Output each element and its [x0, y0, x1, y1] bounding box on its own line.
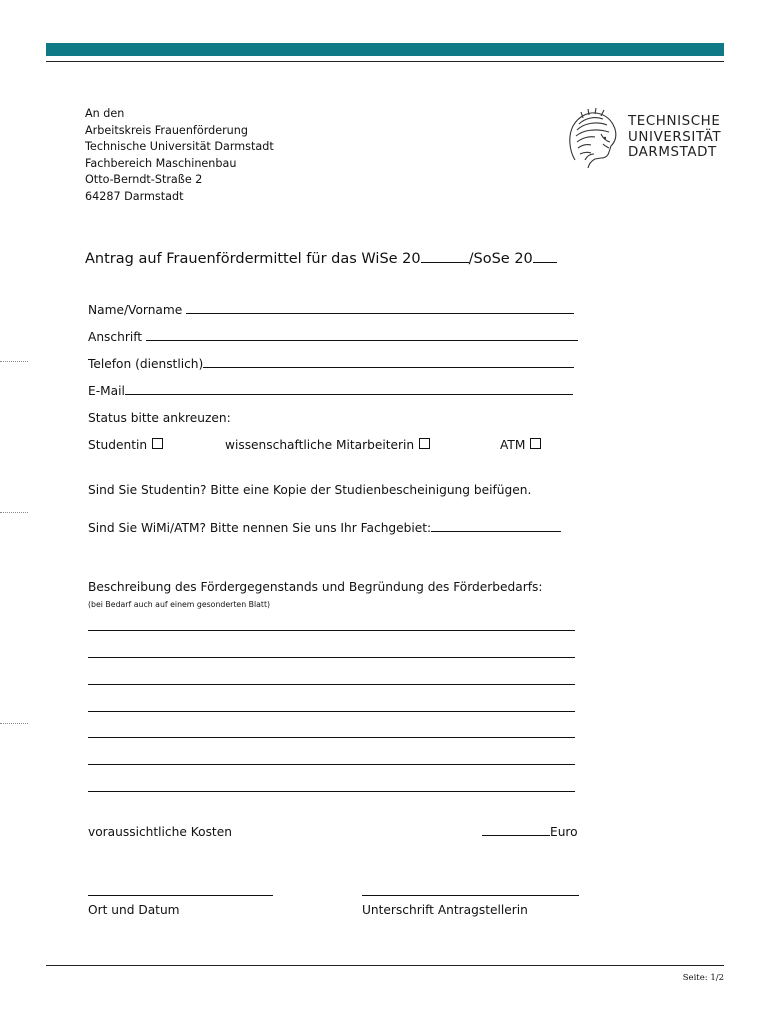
fold-mark	[0, 723, 28, 724]
studentin-label: Studentin	[88, 438, 148, 452]
costs-field	[482, 825, 578, 839]
signature-label: Unterschrift Antragstellerin	[362, 903, 528, 917]
description-line[interactable]	[88, 711, 575, 712]
wimi-note: Sind Sie WiMi/ATM? Bitte nennen Sie uns Ihr Fachgebiet:	[88, 521, 432, 535]
address-line: Fachbereich Maschinenbau	[85, 156, 237, 170]
email-input-line[interactable]	[125, 384, 573, 395]
page-number: Seite: 1/2	[682, 973, 724, 983]
title-prefix: Antrag auf Frauenfördermittel für das WiSe 20	[85, 251, 421, 267]
logo-line: UNIVERSITÄT	[628, 129, 722, 145]
description-heading: Beschreibung des Fördergegenstands und Begründung des Förderbedarfs:	[88, 580, 543, 594]
recipient-address	[85, 106, 274, 205]
currency-label: Euro	[550, 825, 578, 839]
name-input-line[interactable]	[186, 303, 574, 314]
description-line[interactable]	[88, 630, 575, 631]
description-line[interactable]	[88, 684, 575, 685]
description-line[interactable]	[88, 737, 575, 738]
address-line: An den	[85, 107, 125, 120]
costs-input-line[interactable]	[482, 825, 550, 836]
phone-label: Telefon (dienstlich)	[88, 357, 204, 371]
status-option-atm	[500, 438, 541, 452]
wimi-label: wissenschaftliche Mitarbeiterin	[225, 438, 415, 452]
status-prompt: Status bitte ankreuzen:	[88, 411, 231, 425]
header-rule	[46, 61, 724, 62]
fold-mark	[0, 512, 28, 513]
phone-input-line[interactable]	[203, 357, 574, 368]
address-row	[88, 330, 578, 344]
sose-year-field[interactable]	[533, 250, 557, 263]
name-row	[88, 303, 574, 317]
place-date-line[interactable]	[88, 895, 273, 896]
fachgebiet-input-line[interactable]	[431, 521, 561, 532]
atm-checkbox[interactable]	[530, 438, 541, 449]
title-middle: /SoSe 20	[468, 251, 533, 267]
logo-line: DARMSTADT	[628, 145, 717, 160]
wise-year-field[interactable]	[421, 250, 469, 263]
student-note: Sind Sie Studentin? Bitte eine Kopie der Studienbescheinigung beifügen.	[88, 483, 532, 497]
phone-row	[88, 357, 574, 371]
place-date-label: Ort und Datum	[88, 903, 180, 917]
name-label: Name/Vorname	[88, 303, 183, 317]
description-line[interactable]	[88, 657, 575, 658]
wimi-checkbox[interactable]	[419, 438, 430, 449]
costs-label: voraussichtliche Kosten	[88, 825, 232, 839]
description-line[interactable]	[88, 791, 575, 792]
description-line[interactable]	[88, 764, 575, 765]
status-option-wimi	[225, 438, 430, 452]
wimi-row	[88, 521, 561, 535]
status-option-studentin	[88, 438, 163, 452]
university-logo	[565, 108, 730, 170]
header-bar	[46, 43, 724, 56]
address-line: Arbeitskreis Frauenförderung	[85, 123, 248, 137]
signature-line[interactable]	[362, 895, 579, 896]
email-row	[88, 384, 573, 398]
studentin-checkbox[interactable]	[152, 438, 163, 449]
athena-head-icon	[565, 108, 621, 170]
fold-mark	[0, 361, 28, 362]
address-line: Technische Universität Darmstadt	[85, 140, 274, 153]
logo-wordmark	[628, 114, 721, 161]
address-label: Anschrift	[88, 330, 143, 344]
address-input-line[interactable]	[146, 330, 578, 341]
footer-rule	[46, 965, 724, 966]
logo-line: TECHNISCHE	[628, 114, 721, 129]
address-line: 64287 Darmstadt	[85, 189, 184, 203]
address-line: Otto-Berndt-Straße 2	[85, 173, 203, 186]
email-label: E-Mail	[88, 384, 125, 398]
form-title	[85, 250, 557, 267]
description-hint: (bei Bedarf auch auf einem gesonderten Blatt)	[88, 600, 271, 609]
atm-label: ATM	[500, 438, 526, 452]
